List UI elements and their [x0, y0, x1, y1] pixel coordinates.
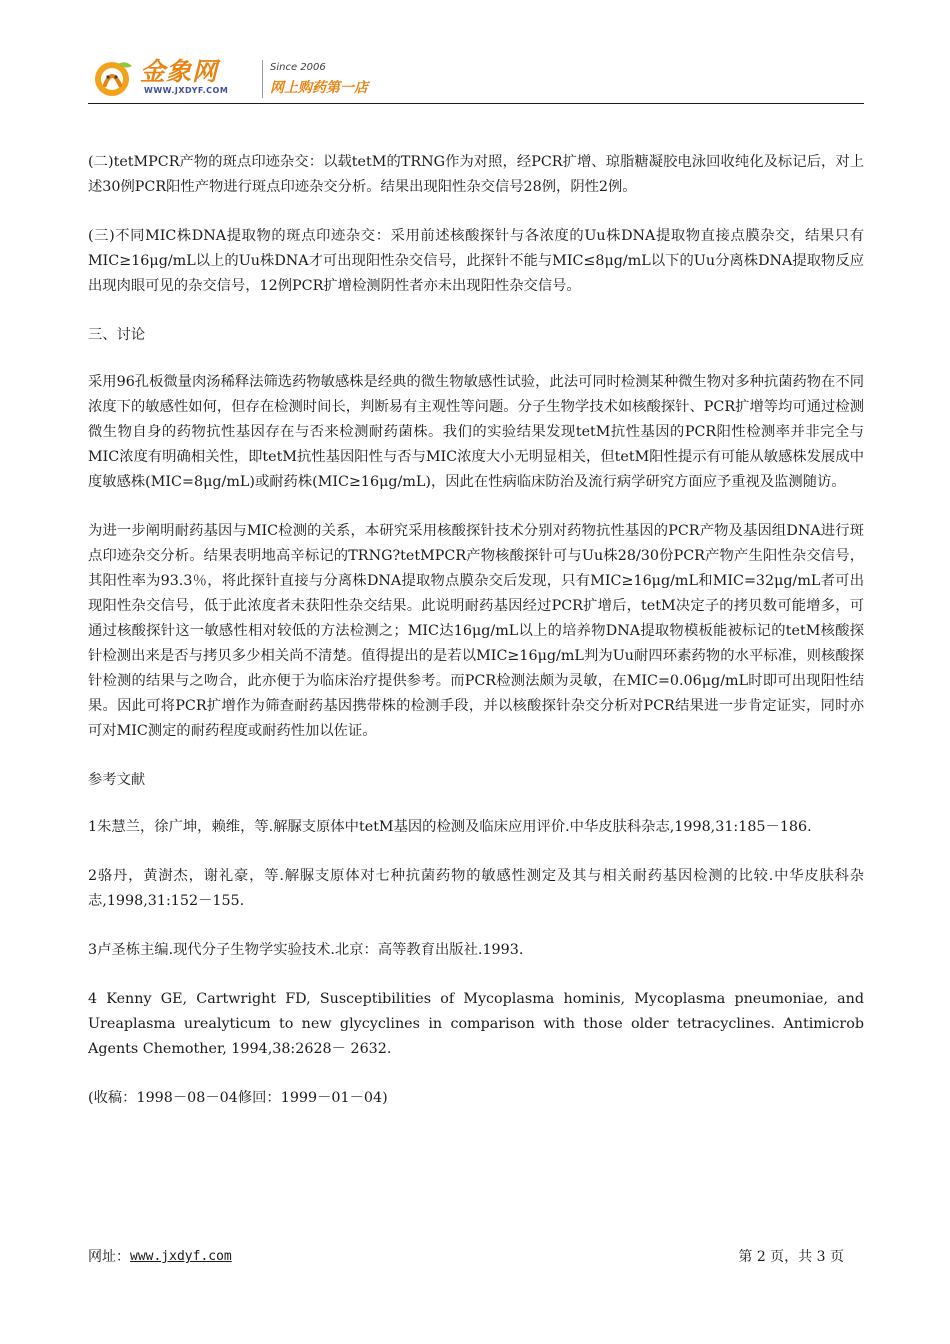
logo-divider [262, 60, 263, 98]
paragraph-dot-blot-mic: (三)不同MIC株DNA提取物的斑点印迹杂交：采用前述核酸探针与各浓度的Uu株DNA提取物直接点膜杂交，结果只有MIC≥16μg/mL以上的Uu株DNA才可出现阳性杂交信号，此探针不能与MIC≤8μg/mL以下的Uu分离株DNA提取物反应出现肉眼可见的杂交信号，12例PCR扩增检测阴性者亦未出现阳性杂交信号。 [88, 228, 864, 294]
logo-brand: 金象网 [140, 57, 219, 86]
page-footer [88, 1245, 864, 1269]
logo-since: Since 2006 [270, 62, 326, 73]
reference-item: 2骆丹，黄澍杰，谢礼豪，等.解脲支原体对七种抗菌药物的敏感性测定及其与相关耐药基因检测的比较.中华皮肤科杂志,1998,31:152－155. [88, 868, 864, 909]
section-heading-references: 参考文献 [88, 772, 146, 788]
footer-url-label: 网址： [88, 1249, 130, 1265]
received-date: (收稿：1998－08－04修回：1999－01－04) [88, 1090, 388, 1106]
paragraph-discussion-1: 采用96孔板微量肉汤稀释法筛选药物敏感株是经典的微生物敏感性试验，此法可同时检测某种微生物对多种抗菌药物在不同浓度下的敏感性如何，但存在检测时间长，判断易有主观性等问题。分子生物学技术如核酸探针、PCR扩增等均可通过检测微生物自身的药物抗性基因存在与否来检测耐药菌株。我们的实验结果发现tetM抗性基因的PCR阳性检测率并非完全与MIC浓度有明确相关性，即tetM抗性基因阳性与否与MIC浓度大小无明显相关，但tetM阳性提示有可能从敏感株发展成中度敏感株(MIC=8μg/mL)或耐药株(MIC≥16μg/mL)，因此在性病临床防治及流行病学研究方面应予重视及监测随访。 [88, 374, 864, 490]
logo-mark-icon [92, 58, 136, 98]
footer-page-number: 第 2 页，共 3 页 [738, 1249, 844, 1265]
logo-url: WWW.JXDYF.COM [144, 86, 229, 95]
footer-url-link[interactable]: www.jxdyf.com [130, 1249, 232, 1264]
reference-item: 1朱慧兰，徐广坤，赖维，等.解脲支原体中tetM基因的检测及临床应用评价.中华皮肤科杂志,1998,31:185－186. [88, 819, 812, 835]
site-header [88, 52, 864, 104]
reference-item: 4 Kenny GE, Cartwright FD, Susceptibilities of Mycoplasma hominis, Mycoplasma pneumoniae, and Ureaplasma urealyticum to new glycyclines in comparison with those older tetracyclines. Antimicrob Agents Chemother, 1994,38:2628－ 2632. [88, 991, 864, 1057]
section-heading-discussion: 三、讨论 [88, 327, 146, 343]
paragraph-dot-blot-pcr: (二)tetMPCR产物的斑点印迹杂交：以载tetM的TRNG作为对照，经PCR扩增、琼脂糖凝胶电泳回收纯化及标记后，对上述30例PCR阳性产物进行斑点印迹杂交分析。结果出现阳性杂交信号28例，阴性2例。 [88, 154, 864, 195]
reference-item: 3卢圣栋主编.现代分子生物学实验技术.北京：高等教育出版社.1993. [88, 942, 524, 958]
header-rule [88, 103, 864, 104]
document-body [88, 150, 864, 1135]
logo-slogan: 网上购药第一店 [270, 80, 368, 96]
paragraph-discussion-2: 为进一步阐明耐药基因与MIC检测的关系，本研究采用核酸探针技术分别对药物抗性基因的PCR产物及基因组DNA进行斑点印迹杂交分析。结果表明地高辛标记的TRNG?tetMPCR产物核酸探针可与Uu株28/30份PCR产物产生阳性杂交信号，其阳性率为93.3％，将此探针直接与分离株DNA提取物点膜杂交后发现，只有MIC≥16μg/mL和MIC=32μg/mL者可出现阳性杂交信号，低于此浓度者未获阳性杂交结果。此说明耐药基因经过PCR扩增后，tetM决定子的拷贝数可能增多，可通过核酸探针这一敏感性相对较低的方法检测之；MIC达16μg/mL以上的培养物DNA提取物模板能被标记的tetM核酸探针检测出来是否与拷贝多少相关尚不清楚。值得提出的是若以MIC≥16μg/mL判为Uu耐四环素药物的水平标准，则核酸探针检测的结果与之吻合，此亦便于为临床治疗提供参考。而PCR检测法颇为灵敏，在MIC=0.06μg/mL时即可出现阳性结果。因此可将PCR扩增作为筛查耐药基因携带株的检测手段，并以核酸探针杂交分析对PCR结果进一步肯定证实，同时亦可对MIC测定的耐药程度或耐药性加以佐证。 [88, 523, 864, 739]
